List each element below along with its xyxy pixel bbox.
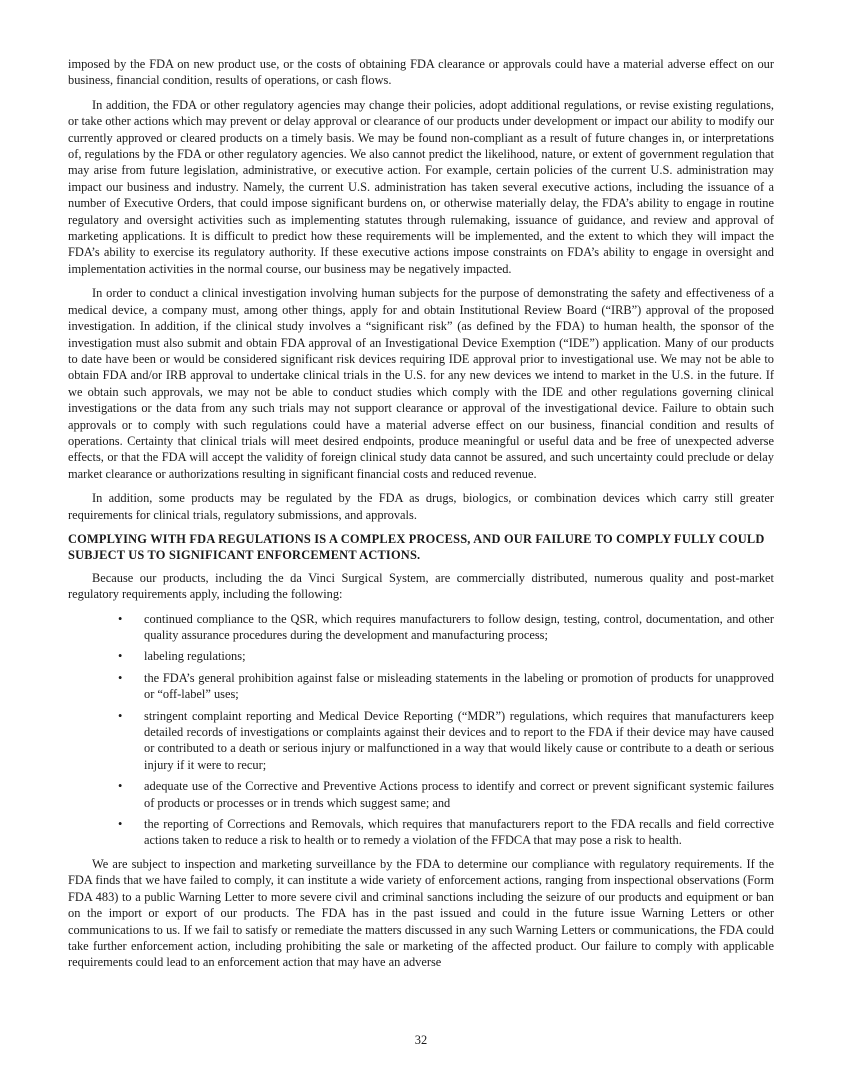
list-item [68,648,774,664]
list-item-text: adequate use of the Corrective and Preventive Actions process to identify and correct or prevent significant systemic failures of products or processes or in trends which suggest same; and [144,779,774,810]
paragraph-intro: Because our products, including the da Vinci Surgical System, are commercially distributed, numerous quality and post-market regulatory requirements apply, including the following: [68,570,774,602]
bullet-icon: • [118,779,123,794]
bullet-icon: • [118,817,123,832]
bullet-icon: • [118,649,123,664]
list-item-text: stringent complaint reporting and Medical Device Reporting (“MDR”) regulations, which requires that manufacturers keep detailed records of investigations or complaints against their devices and to report to the FDA if their device may have caused or contributed to a death or serious injury or malfunctioned in a way that would likely cause or contribute to a death or serious injury if it were to recur; [144,708,774,772]
list-item [68,778,774,811]
list-item [68,670,774,703]
list-item-text: labeling regulations; [144,649,246,664]
paragraph-inspection: We are subject to inspection and marketing surveillance by the FDA to determine our compliance with regulatory requirements. If the FDA finds that we have failed to comply, it can institute a wide variety of enforcement actions, ranging from inspectional observations (Form FDA 483) to a public Warning Letter to more severe civil and criminal sanctions including the seizure of our products and equipment or ban on the import or export of our products. The FDA has in the past issued and could in the future issue Warning Letters or other communications to us. If we fail to satisfy or remediate the matters discussed in any such Warning Letters or communications, the FDA could take further enforcement action, including prohibiting the sale or marketing of the affected product. Our failure to comply with applicable requirements could lead to an enforcement action that may have an adverse [68,856,774,970]
requirements-list [68,611,774,849]
list-item-text: the FDA’s general prohibition against false or misleading statements in the labeling or promotion of products for unapproved or “off-label” uses; [144,670,774,702]
paragraph-continuation: imposed by the FDA on new product use, or the costs of obtaining FDA clearance or approvals could have a material adverse effect on our business, financial condition, results of operations, or cash flows. [68,57,774,88]
list-item [68,708,774,774]
list-item [68,816,774,849]
paragraph-clinical-investigation: In order to conduct a clinical investigation involving human subjects for the purpose of demonstrating the safety and effectiveness of a medical device, a company must, among other things, apply for and obtain Institutional Review Board (“IRB”) approval of the proposed investigation. In addition, if the clinical study involves a “significant risk” (as defined by the FDA) to human health, the sponsor of the investigation must also submit and obtain FDA approval of an Investigational Device Exemption (“IDE”) application. Many of our products to date have been or would be considered significant risk devices requiring IDE approval prior to investigational use. We may not be able to obtain FDA and/or IRB approval to undertake clinical trials in the U.S. for any new devices we intend to market in the U.S. in the future. If we obtain such approvals, we may not be able to conduct studies which comply with the IDE and other regulations governing clinical investigations or the data from any such trials may not support clearance or approval of the investigational device. Failure to obtain such approvals or to comply with such regulations could have a material adverse effect on our business, financial condition and results of operations. Certainty that clinical trials will meet desired endpoints, produce meaningful or useful data and be free of unexpected adverse effects, or that the FDA will accept the validity of foreign clinical study data cannot be assured, and such uncertainty could preclude or delay market clearance or authorizations resulting in significant financial costs and reduced revenue. [68,286,774,481]
paragraph-regulatory-changes: In addition, the FDA or other regulatory agencies may change their policies, adopt additional regulations, or revise existing regulations, or take other actions which may prevent or delay approval or clearance of our products under development or impact our ability to modify our currently approved or cleared products on a timely basis. We may be found non-compliant as a result of future changes in, or interpretations of, regulations by the FDA or other regulatory agencies. We also cannot predict the likelihood, nature, or extent of government regulation that may arise from future legislation, administrative, or executive action. For example, certain policies of the current U.S. administration may impact our business and industry. Namely, the current U.S. administration has taken several executive actions, including the issuance of a number of Executive Orders, that could impose significant burdens on, or otherwise materially delay, the FDA’s ability to engage in routine regulatory and oversight activities such as implementing statutes through rulemaking, issuance of guidance, and review and approval of marketing applications. It is difficult to predict how these requirements will be implemented, and the extent to which they will impact the FDA’s ability to exercise its regulatory authority. If these executive actions impose constraints on FDA’s ability to engage in oversight and implementation activities in the normal course, our business may be negatively impacted. [68,97,774,276]
section-heading: COMPLYING WITH FDA REGULATIONS IS A COMPLEX PROCESS, AND OUR FAILURE TO COMPLY FULLY COULD SUBJECT US TO SIGNIFICANT ENFORCEMENT ACTIONS. [68,531,765,563]
paragraph-drugs-biologics: In addition, some products may be regulated by the FDA as drugs, biologics, or combination devices which carry still greater requirements for clinical trials, regulatory submissions, and approvals. [68,491,774,522]
list-item-text: the reporting of Corrections and Removals, which requires that manufacturers report to the FDA recalls and field corrective actions taken to reduce a risk to health or to remedy a violation of the FFDCA that may pose a risk to health. [144,817,774,848]
bullet-icon: • [118,708,123,723]
list-item [68,611,774,644]
document-page [68,56,774,979]
page-number: 32 [414,1033,428,1047]
bullet-icon: • [118,611,123,626]
list-item-text: continued compliance to the QSR, which requires manufacturers to follow design, testing, control, documentation, and other quality assurance procedures during the development and manufacturing process; [144,611,774,642]
bullet-icon: • [118,670,123,685]
